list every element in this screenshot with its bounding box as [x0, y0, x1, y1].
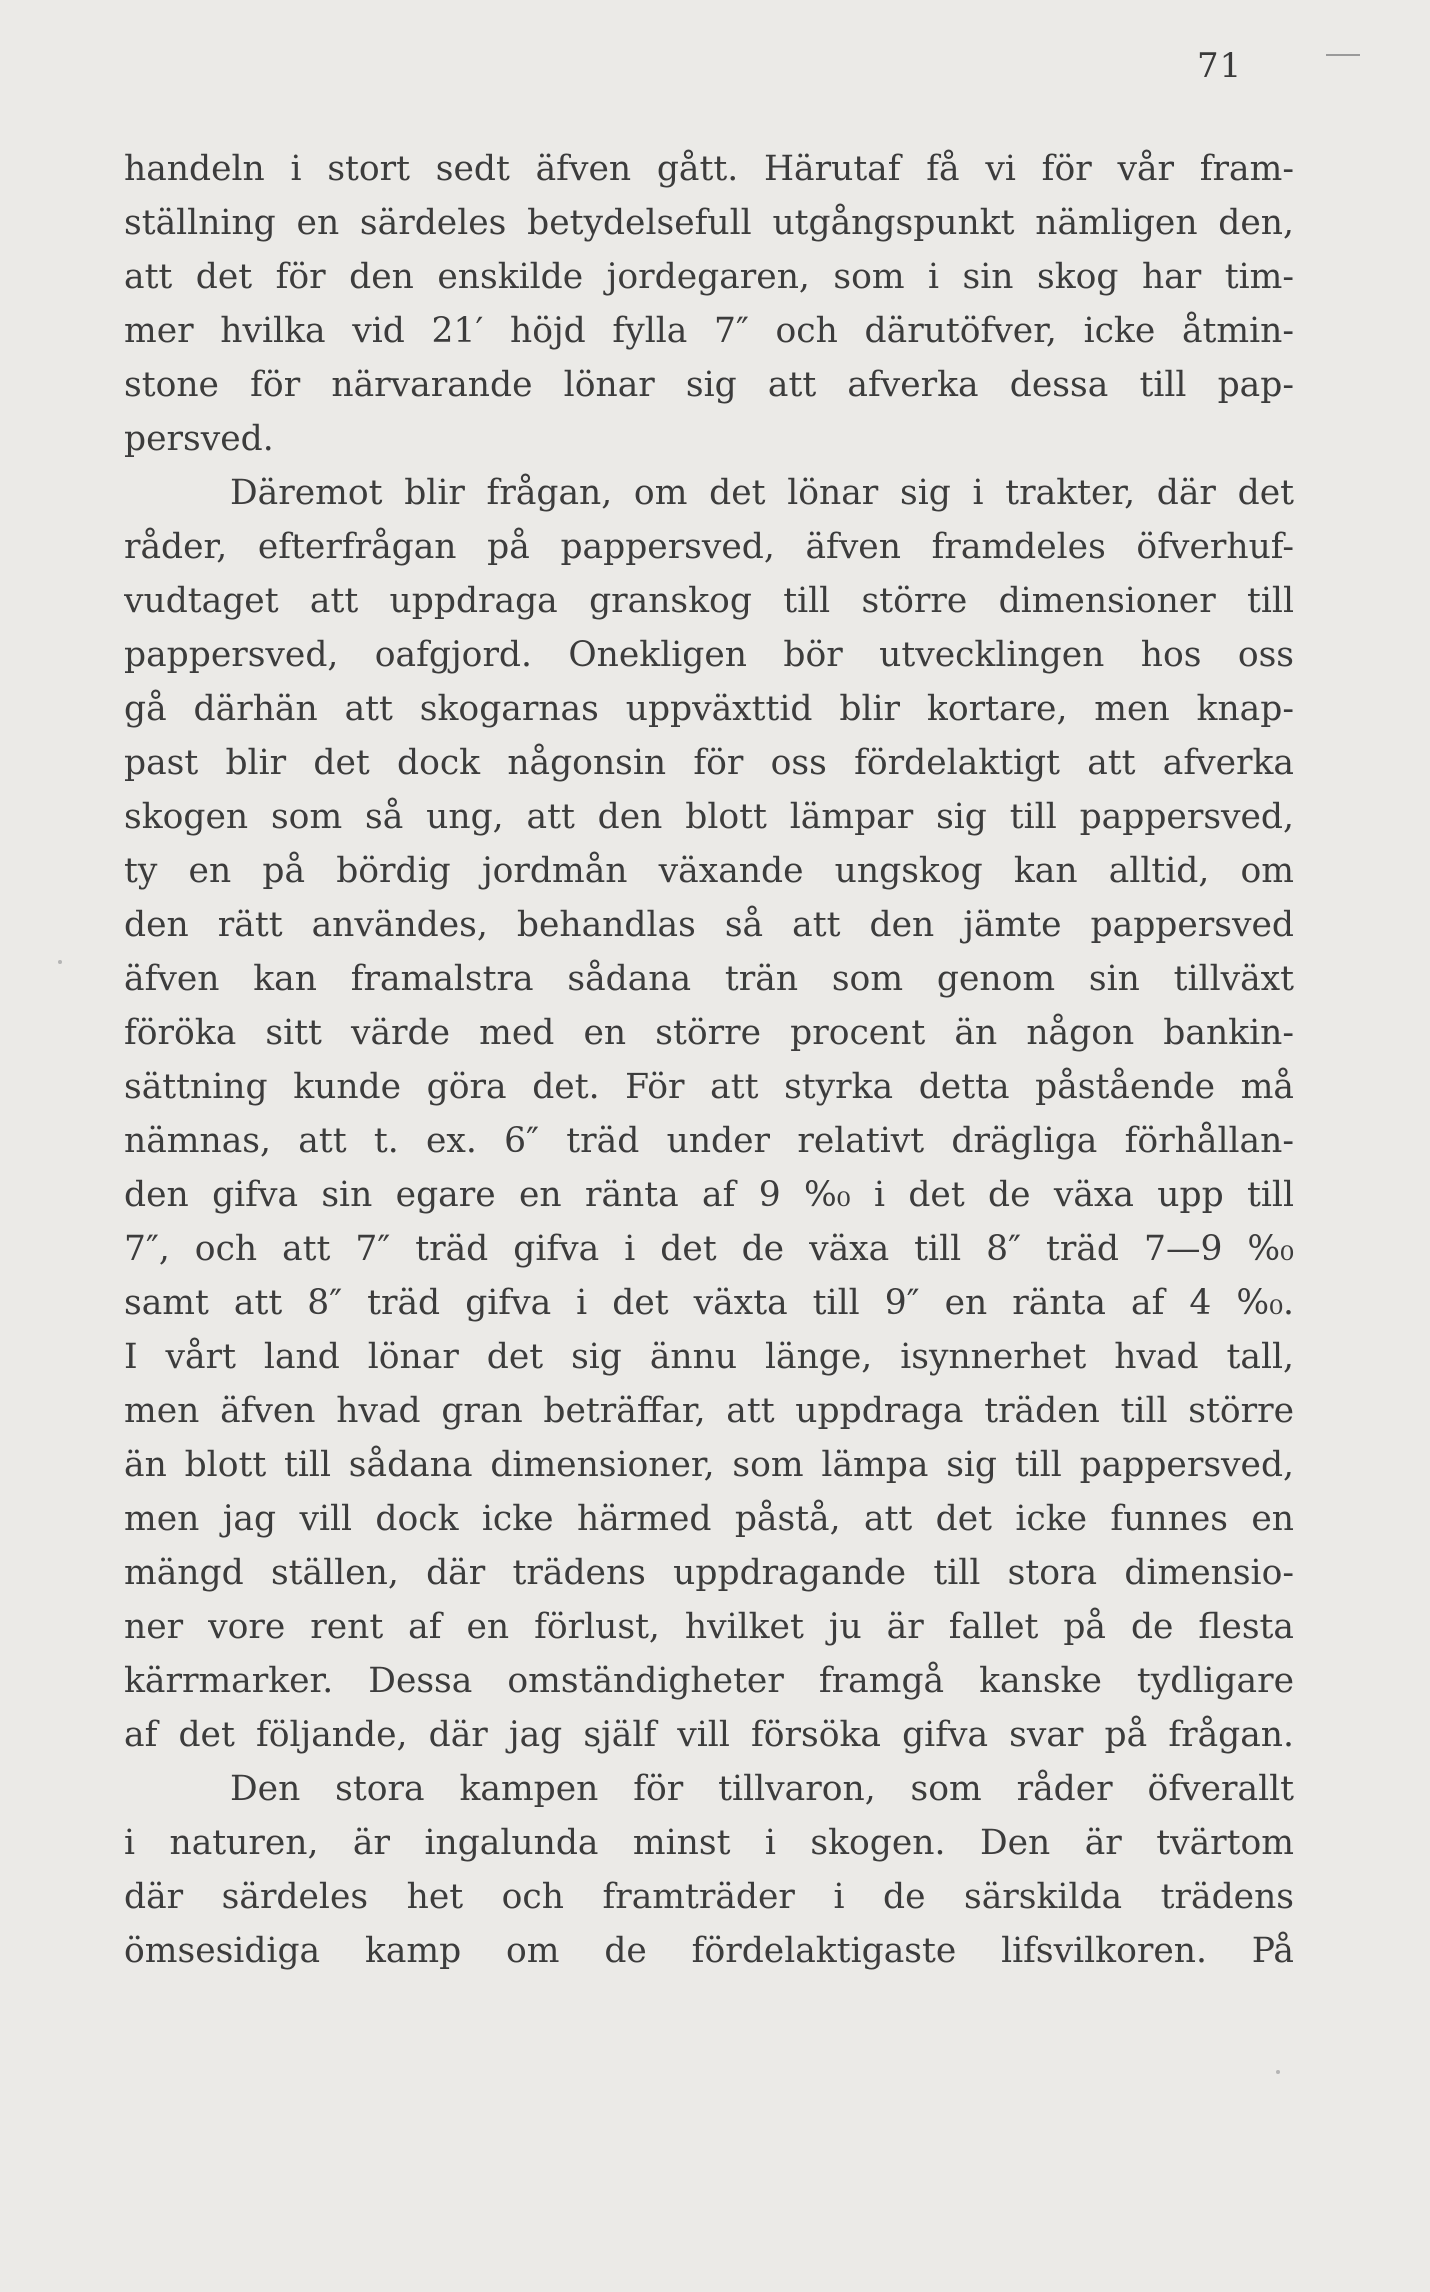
- text-line: Den stora kampen för tillvaron, som råder öfverallt: [230, 1769, 1294, 1809]
- text-line: handeln i stort sedt äfven gått. Härutaf få vi för vår fram-: [124, 149, 1294, 189]
- text-line: persved.: [124, 419, 274, 459]
- text-line: mängd ställen, där trädens uppdragande till stora dimensio-: [124, 1553, 1294, 1593]
- text-line: ner vore rent af en förlust, hvilket ju är fallet på de flesta: [124, 1607, 1294, 1647]
- text-line: råder, efterfrågan på pappersved, äfven framdeles öfverhuf-: [124, 527, 1294, 567]
- text-line: äfven kan framalstra sådana trän som genom sin tillväxt: [124, 959, 1294, 999]
- text-line: den rätt användes, behandlas så att den jämte pappersved: [124, 905, 1294, 945]
- text-line: sättning kunde göra det. För att styrka detta påstående må: [124, 1067, 1294, 1107]
- text-line: skogen som så ung, att den blott lämpar sig till pappersved,: [124, 797, 1294, 837]
- text-line: Däremot blir frågan, om det lönar sig i trakter, där det: [230, 473, 1294, 513]
- text-line: ställning en särdeles betydelsefull utgångspunkt nämligen den,: [124, 203, 1294, 243]
- text-line: föröka sitt värde med en större procent än någon bankin-: [124, 1013, 1294, 1053]
- text-line: ömsesidiga kamp om de fördelaktigaste lifsvilkoren. På: [124, 1931, 1294, 1971]
- corner-mark: [1326, 54, 1360, 56]
- text-line: där särdeles het och framträder i de särskilda trädens: [124, 1877, 1294, 1917]
- text-line: ty en på bördig jordmån växande ungskog kan alltid, om: [124, 851, 1294, 891]
- text-line: pappersved, oafgjord. Onekligen bör utvecklingen hos oss: [124, 635, 1294, 675]
- page-number: 71: [1197, 46, 1243, 86]
- text-line: 7″, och att 7″ träd gifva i det de växa till 8″ träd 7—9 %₀: [124, 1229, 1294, 1269]
- text-line: stone för närvarande lönar sig att afverka dessa till pap-: [124, 365, 1294, 405]
- text-line: men jag vill dock icke härmed påstå, att det icke funnes en: [124, 1499, 1294, 1539]
- text-line: kärrmarker. Dessa omständigheter framgå kanske tydligare: [124, 1661, 1294, 1701]
- text-line: I vårt land lönar det sig ännu länge, isynnerhet hvad tall,: [124, 1337, 1294, 1377]
- text-line: samt att 8″ träd gifva i det växta till 9″ en ränta af 4 %₀.: [124, 1283, 1294, 1323]
- body-text: [124, 142, 1294, 1978]
- text-line: i naturen, är ingalunda minst i skogen. Den är tvärtom: [124, 1823, 1294, 1863]
- text-line: men äfven hvad gran beträffar, att uppdraga träden till större: [124, 1391, 1294, 1431]
- text-line: än blott till sådana dimensioner, som lämpa sig till pappersved,: [124, 1445, 1294, 1485]
- text-line: past blir det dock någonsin för oss fördelaktigt att afverka: [124, 743, 1294, 783]
- text-line: att det för den enskilde jordegaren, som i sin skog har tim-: [124, 257, 1294, 297]
- text-line: gå därhän att skogarnas uppväxttid blir kortare, men knap-: [124, 689, 1294, 729]
- text-line: mer hvilka vid 21′ höjd fylla 7″ och därutöfver, icke åtmin-: [124, 311, 1294, 351]
- text-line: vudtaget att uppdraga granskog till större dimensioner till: [124, 581, 1294, 621]
- text-line: den gifva sin egare en ränta af 9 %₀ i det de växa upp till: [124, 1175, 1294, 1215]
- paper-speck: [58, 960, 62, 964]
- text-line: af det följande, där jag själf vill försöka gifva svar på frågan.: [124, 1715, 1294, 1755]
- text-line: nämnas, att t. ex. 6″ träd under relativt drägliga förhållan-: [124, 1121, 1294, 1161]
- paper-speck: [1276, 2070, 1280, 2074]
